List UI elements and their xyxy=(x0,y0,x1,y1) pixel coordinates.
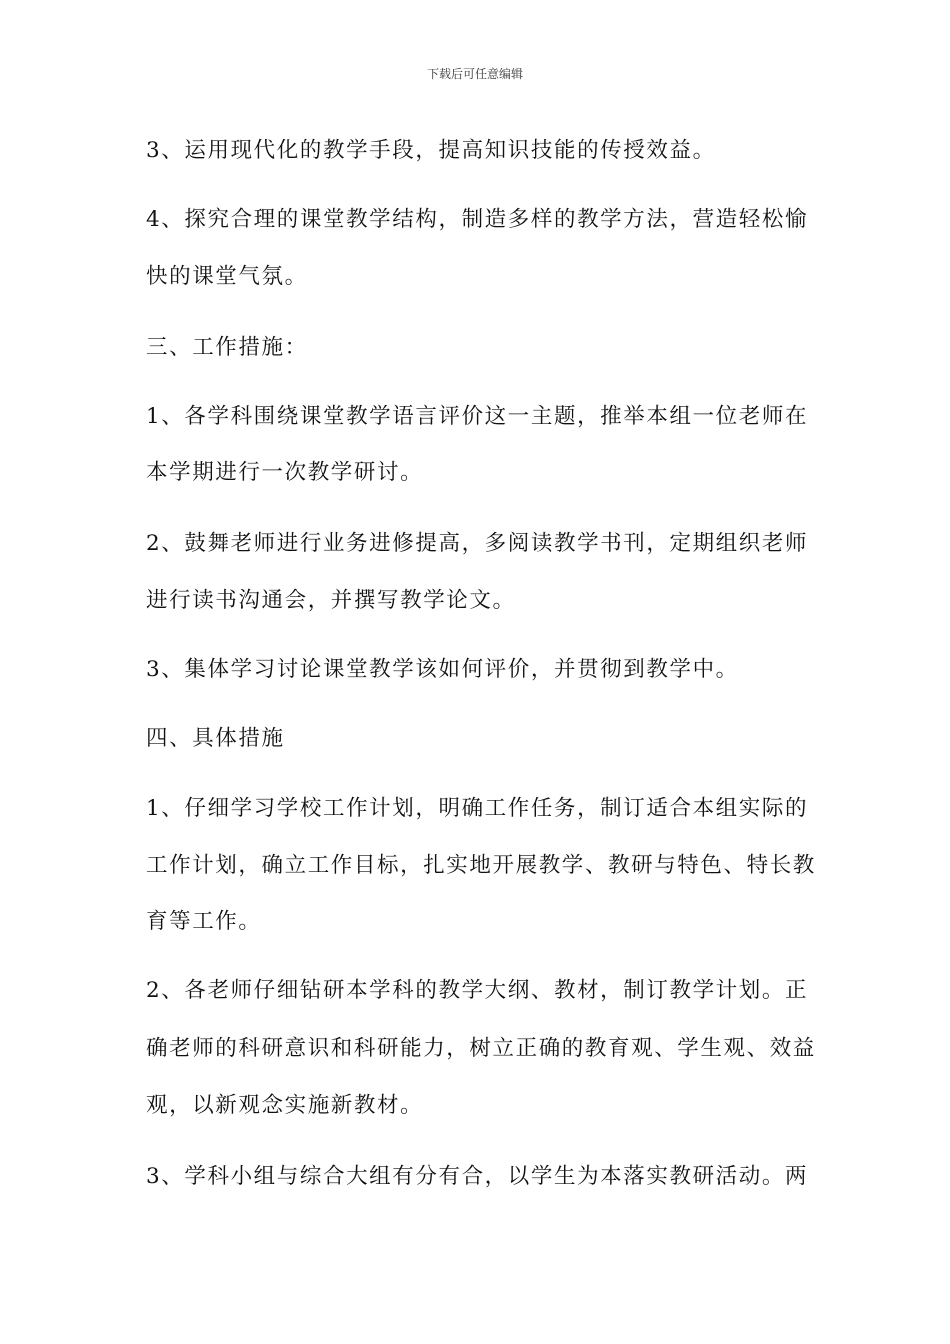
text-line: 4、探究合理的课堂教学结构，制造多样的教学方法，营造轻松愉 xyxy=(146,207,809,232)
text-line: 1、仔细学习学校工作计划，明确工作任务，制订适合本组实际的 xyxy=(146,796,809,821)
page-header: 下载后可任意编辑 xyxy=(426,67,523,81)
text-line: 1、各学科围绕课堂教学语言评价这一主题，推举本组一位老师在 xyxy=(146,404,809,429)
section-heading: 三、工作措施： xyxy=(146,335,308,360)
text-line: 3、学科小组与综合大组有分有合，以学生为本落实教研活动。两 xyxy=(146,1164,809,1189)
text-line: 3、运用现代化的教学手段，提高知识技能的传授效益。 xyxy=(146,138,716,163)
text-line: 本学期进行一次教学研讨。 xyxy=(146,460,424,485)
text-line: 3、集体学习讨论课堂教学该如何评价，并贯彻到教学中。 xyxy=(146,657,739,682)
text-line: 确老师的科研意识和科研能力，树立正确的教育观、学生观、效益 xyxy=(146,1036,816,1061)
text-line: 进行读书沟通会，并撰写教学论文。 xyxy=(146,588,516,613)
text-line: 快的课堂气氛。 xyxy=(146,264,308,289)
text-line: 2、各老师仔细钻研本学科的教学大纲、教材，制订教学计划。正 xyxy=(146,978,809,1003)
text-line: 育等工作。 xyxy=(146,909,262,934)
text-line: 观，以新观念实施新教材。 xyxy=(146,1093,424,1118)
text-line: 工作计划，确立工作目标，扎实地开展教学、教研与特色、特长教 xyxy=(146,853,816,878)
section-heading: 四、具体措施 xyxy=(146,726,285,751)
text-line: 2、鼓舞老师进行业务进修提高，多阅读教学书刊，定期组织老师 xyxy=(146,531,809,556)
